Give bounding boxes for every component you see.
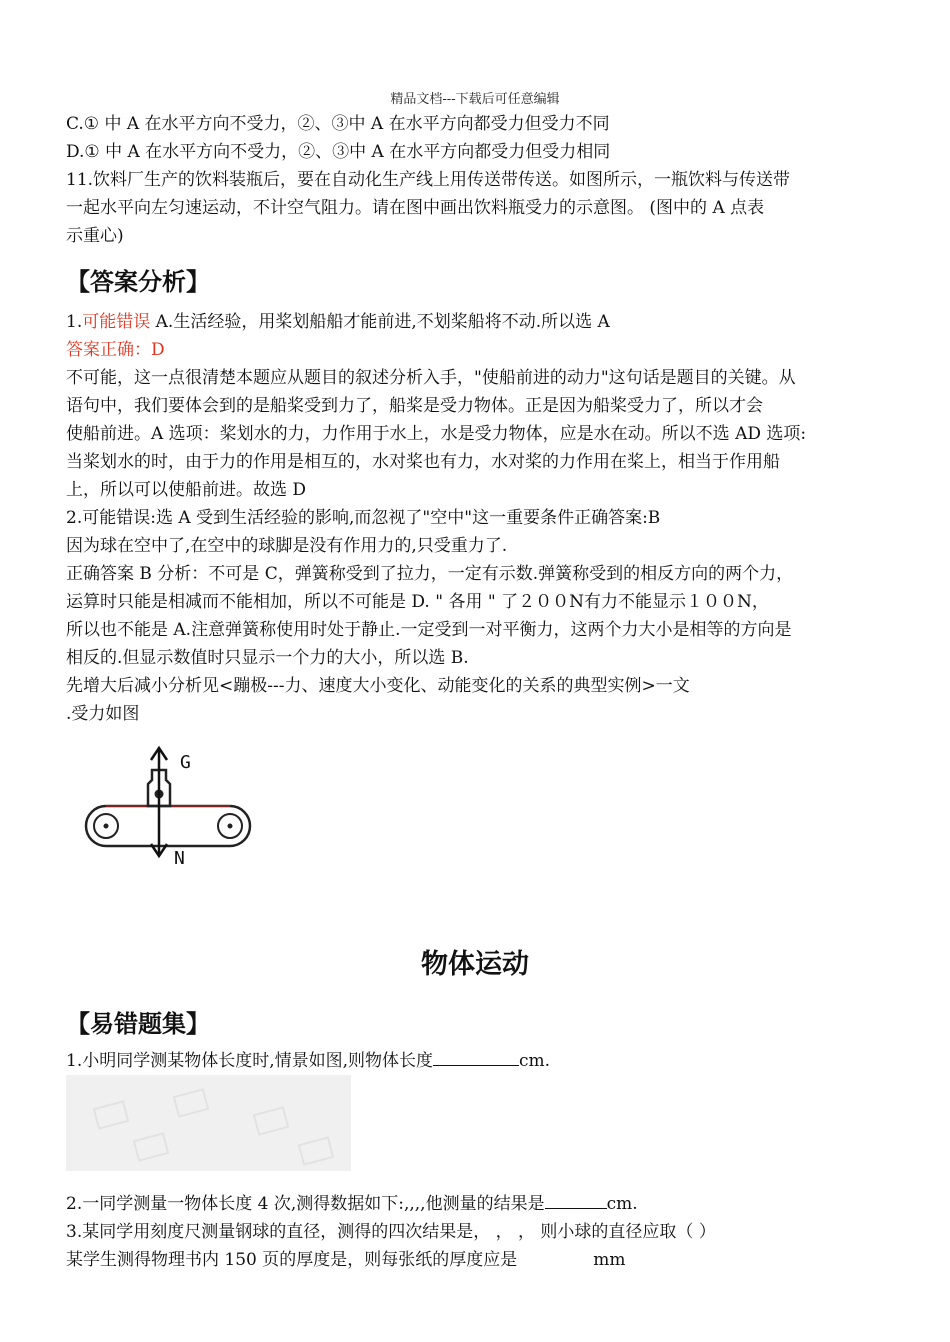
option-c: C.① 中 A 在水平方向不受力，②、③中 A 在水平方向都受力但受力不同 [66,114,610,134]
answer-line: 正确答案 B 分析：不可是 C，弹簧称受到了拉力，一定有示数.弹簧称受到的相反方向的两个力， [66,564,794,584]
answer-line: 当桨划水的时，由于力的作用是相互的，水对桨也有力，水对桨的力作用在桨上，相当于作用船 [66,452,780,472]
answer-line: 先增大后减小分析见<蹦极---力、速度大小变化、动能变化的关系的典型实例>一文 [66,676,690,696]
answer-line: 使船前进。A 选项：桨划水的力，力作用于水上，水是受力物体，应是水在动。所以不选 AD 选项: [66,424,807,444]
answer-line: 不可能，这一点很清楚本题应从题目的叙述分析入手，"使船前进的动力"这句话是题目的关键。从 [66,368,796,388]
answer-line: 因为球在空中了,在空中的球脚是没有作用力的,只受重力了. [66,536,508,556]
image-placeholder [66,1075,351,1171]
answer-line: 相反的.但显示数值时只显示一个力的大小，所以选 B. [66,648,469,668]
answer-1-prefix: 1. [66,312,83,332]
answer-line: .受力如图 [66,704,140,724]
question-4 [66,1246,896,1274]
option-d: D.① 中 A 在水平方向不受力，②、③中 A 在水平方向都受力但受力相同 [66,142,611,162]
page-header: 精品文档---下载后可任意编辑 [390,92,560,107]
label-g: G [180,752,191,773]
force-diagram [82,742,262,870]
section-error-questions: 【易错题集】 [66,1009,210,1038]
answer-1-text: A.生活经验，用桨划船船才能前进,不划桨船将不动.所以选 A [150,312,610,332]
question-1-unit: cm. [519,1051,551,1071]
question-1-text: 1.小明同学测某物体长度时,情景如图,则物体长度 [66,1051,434,1071]
answer-1-line [66,308,896,336]
answer-line: 上，所以可以使船前进。故选 D [66,480,307,500]
question-3: 3.某同学用刻度尺测量钢球的直径，测得的四次结果是， ， ， 则小球的直径应取（ ） [66,1222,716,1242]
possible-error-label: 可能错误 [82,312,151,332]
question-4-text: 某学生测得物理书内 150 页的厚度是，则每张纸的厚度应是 [66,1250,518,1270]
question-2 [66,1190,896,1218]
answer-line: 2.可能错误:选 A 受到生活经验的影响,而忽视了"空中"这一重要条件正确答案:B [66,508,661,528]
answer-line: 所以也不能是 A.注意弹簧称使用时处于静止.一定受到一对平衡力，这两个力大小是相等的方向是 [66,620,792,640]
question-1 [66,1047,896,1075]
question-11-line-3: 示重心) [66,226,124,246]
section-answer-analysis: 【答案分析】 [66,267,210,296]
placeholder-watermark [66,1075,351,1171]
question-2-unit: cm. [606,1194,638,1214]
question-4-unit: mm [593,1250,626,1270]
answer-blank [433,1047,519,1066]
answer-line: 语句中，我们要体会到的是船桨受到力了，船桨是受力物体。正是因为船桨受力了，所以才会 [66,396,763,416]
question-2-text: 2.一同学测量一物体长度 4 次,测得数据如下:,,,,他测量的结果是 [66,1194,545,1214]
question-11-line-1: 11.饮料厂生产的饮料装瓶后，要在自动化生产线上用传送带传送。如图所示，一瓶饮料与传送带 [66,170,791,190]
conveyor-belt [86,806,250,846]
correct-answer-label: 答案正确：D [66,340,165,360]
right-roller-axle [228,824,233,829]
answer-blank [545,1190,607,1209]
answer-line: 运算时只能是相减而不能相加，所以不可能是 D. " 各用 " 了２００N有力不能显示１００N， [66,592,769,612]
left-roller-axle [104,824,109,829]
section-title: 物体运动 [421,949,529,980]
question-11-line-2: 一起水平向左匀速运动，不计空气阻力。请在图中画出饮料瓶受力的示意图。 (图中的 A 点表 [66,198,765,218]
label-n: N [174,848,185,869]
